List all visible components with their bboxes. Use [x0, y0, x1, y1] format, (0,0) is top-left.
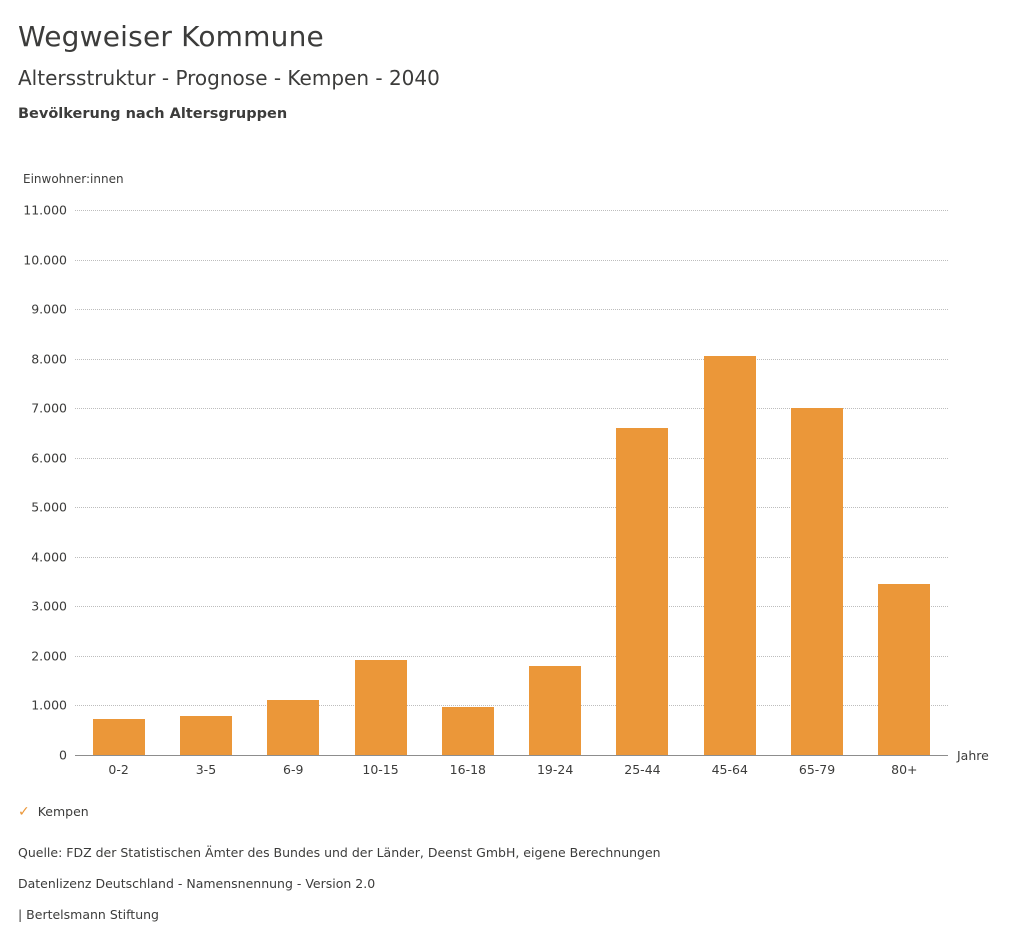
x-axis-tick-label: 65-79 [798, 762, 836, 777]
y-axis-tick-label: 10.000 [23, 252, 67, 268]
x-axis-tick-label: 0-2 [108, 762, 129, 777]
x-axis-tick-label: 10-15 [362, 762, 399, 777]
bar[interactable] [267, 700, 319, 755]
y-axis-tick-label: 6.000 [31, 450, 67, 466]
license-note: Datenlizenz Deutschland - Namensnennung - Version 2.0 [18, 876, 376, 891]
bar[interactable] [616, 428, 668, 755]
y-axis-tick-label: 9.000 [31, 301, 67, 317]
chart-subtitle: Altersstruktur - Prognose - Kempen - 2040 [18, 66, 440, 90]
source-note: Quelle: FDZ der Statistischen Ämter des Bundes und der Länder, Deenst GmbH, eigene Berechnungen [18, 845, 661, 860]
gridline [75, 755, 948, 756]
bar[interactable] [704, 356, 756, 755]
check-icon: ✓ [18, 803, 30, 820]
x-axis-tick-label: 16-18 [449, 762, 487, 777]
y-axis-tick-label: 11.000 [23, 202, 67, 218]
x-axis-tick-label: 19-24 [536, 762, 574, 777]
page-title: Wegweiser Kommune [18, 20, 324, 53]
bar[interactable] [180, 716, 232, 755]
x-axis-tick-label: 25-44 [624, 762, 661, 777]
publisher-note: | Bertelsmann Stiftung [18, 907, 159, 922]
x-axis-tick-label: 6-9 [283, 762, 304, 777]
y-axis-title: Einwohner:innen [23, 172, 124, 186]
y-axis-tick-label: 1.000 [31, 697, 67, 713]
plot-area [75, 210, 948, 755]
y-axis-tick-label: 4.000 [31, 549, 67, 565]
y-axis-tick-label: 3.000 [31, 598, 67, 614]
y-axis-tick-label: 0 [59, 747, 67, 763]
y-axis-tick-label: 5.000 [31, 499, 67, 515]
legend-item-label: Kempen [37, 804, 89, 819]
bar-series-kempen [75, 210, 948, 755]
bar[interactable] [791, 408, 843, 755]
legend[interactable] [18, 804, 89, 819]
bar[interactable] [93, 719, 145, 755]
x-axis-tick-label: 3-5 [195, 762, 217, 777]
y-axis-tick-label: 2.000 [31, 648, 67, 664]
x-axis-tick-label: 45-64 [711, 762, 748, 777]
y-axis-tick-label: 7.000 [31, 400, 67, 416]
x-axis-tick-label: 80+ [891, 762, 918, 777]
bar[interactable] [355, 660, 407, 755]
bar[interactable] [878, 584, 930, 755]
chart-description: Bevölkerung nach Altersgruppen [18, 106, 288, 122]
bar[interactable] [529, 666, 581, 755]
y-axis-tick-label: 8.000 [31, 351, 67, 367]
x-axis-title: Jahre [957, 748, 989, 763]
bar[interactable] [442, 707, 494, 755]
